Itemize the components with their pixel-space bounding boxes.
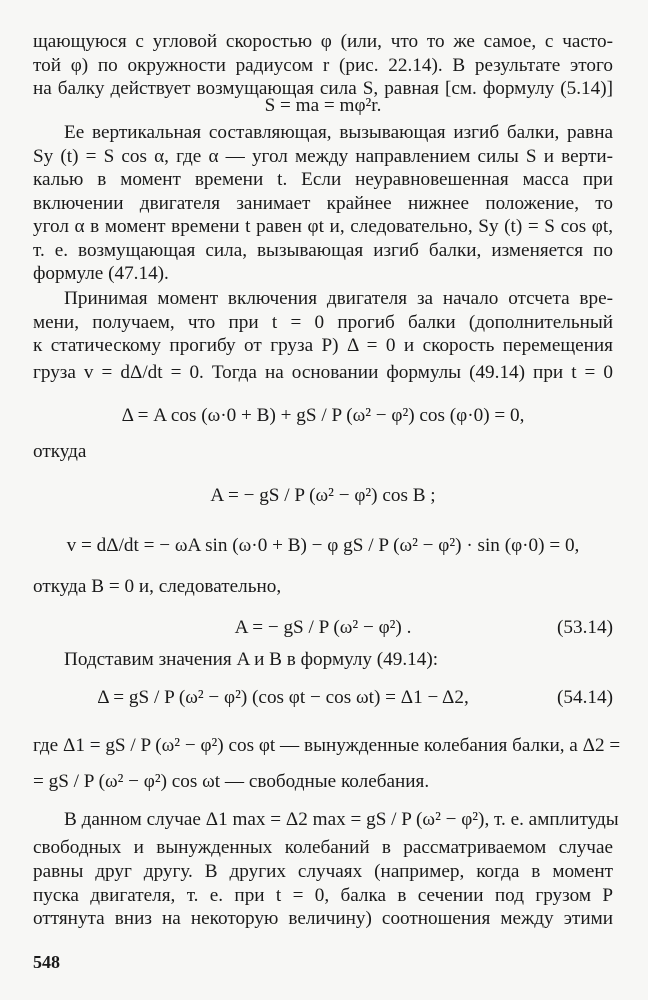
equation-number: (54.14) — [557, 687, 613, 708]
equation: Δ = gS / P (ω² − φ²) (cos φt − cos ωt) = Δ1 − Δ2, — [97, 687, 469, 708]
text-line: щающуюся с угловой скоростью φ (или, что то же самое, с часто- — [33, 31, 613, 52]
text-line: к статическому прогибу от груза P) Δ = 0 и скорость перемещения — [33, 335, 613, 356]
text-line: т. е. возмущающая сила, вызывающая изгиб балки, изменяется по — [33, 240, 613, 261]
text-line: груза v = dΔ/dt = 0. Тогда на основании формулы (49.14) при t = 0 — [33, 362, 613, 383]
text-line: где Δ1 = gS / P (ω² − φ²) cos φt — вынужденные колебания балки, а Δ2 = — [33, 735, 621, 756]
text-line: той φ) по окружности радиусом r (рис. 22.14). В результате этого — [33, 55, 613, 76]
text-line: пуска двигателя, т. е. при t = 0, балка в сечении под грузом P — [33, 885, 613, 906]
equation-number: (53.14) — [557, 617, 613, 638]
equation: S = ma = mφ²r. — [264, 95, 382, 116]
page-number: 548 — [33, 952, 60, 972]
text-line: откуда — [33, 441, 87, 462]
text-line: = gS / P (ω² − φ²) cos ωt — свободные колебания. — [33, 771, 430, 792]
text-line: калью в момент времени t. Если неуравновешенная масса при — [33, 169, 613, 190]
equation: Δ = A cos (ω·0 + B) + gS / P (ω² − φ²) cos (φ·0) = 0, — [121, 405, 525, 426]
equation-body: A = − gS / P (ω² − φ²) . — [234, 617, 412, 638]
text-line: свободных и вынужденных колебаний в рассматриваемом случае — [33, 837, 613, 858]
text-line: В данном случае Δ1 max = Δ2 max = gS / P (ω² − φ²), т. е. амплитуды — [64, 809, 619, 830]
text-line: равны друг другу. В других случаях (например, когда в момент — [33, 861, 613, 882]
text-line: Подставим значения A и B в формулу (49.14): — [64, 649, 439, 670]
text-line: мени, получаем, что при t = 0 прогиб балки (дополнительный — [33, 312, 613, 333]
text-line: формуле (47.14). — [33, 263, 169, 284]
equation — [33, 614, 613, 642]
text-line: на балку действует возмущающая сила S, равная [см. формулу (5.14)] — [33, 78, 613, 99]
text-line: Sy (t) = S cos α, где α — угол между направлением силы S и верти- — [33, 146, 613, 167]
text-line: включении двигателя занимает крайнее нижнее положение, то — [33, 193, 613, 214]
text-line: угол α в момент времени t равен φt и, следовательно, Sy (t) = S cos φt, — [33, 216, 613, 237]
text-line: Принимая момент включения двигателя за начало отсчета вре- — [64, 288, 613, 309]
equation: v = dΔ/dt = − ωA sin (ω·0 + B) − φ gS / P (ω² − φ²) · sin (φ·0) = 0, — [66, 535, 580, 556]
text-line: откуда B = 0 и, следовательно, — [33, 576, 282, 597]
equation: A = − gS / P (ω² − φ²) cos B ; — [210, 485, 436, 506]
text-line: оттянута вниз на некоторую величину) соотношения между этими — [33, 908, 613, 929]
text-line: Ее вертикальная составляющая, вызывающая изгиб балки, равна — [64, 122, 613, 143]
